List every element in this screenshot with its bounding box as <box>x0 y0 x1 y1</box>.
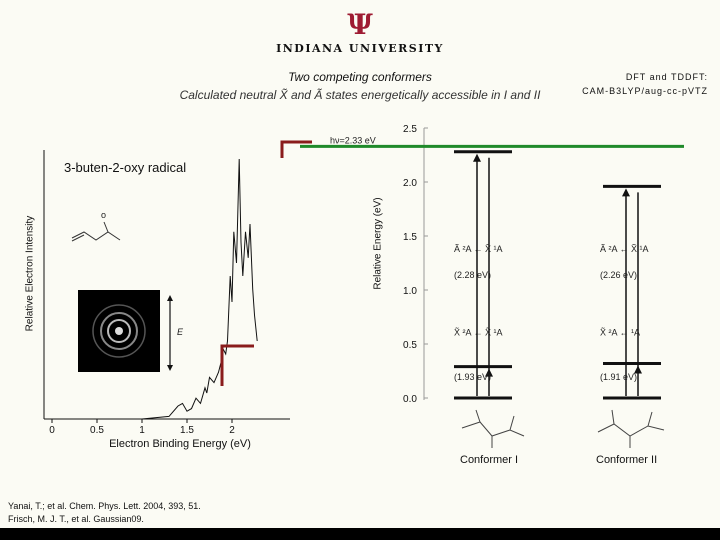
transition-label-x: X̃ ²A ← ¹A <box>600 327 641 338</box>
references <box>8 500 201 526</box>
energy-tick-label: 2.5 <box>403 124 417 135</box>
bracket-top <box>282 142 312 158</box>
transition-value-a: (2.26 eV) <box>600 270 638 280</box>
spectrum-tick-label: 0 <box>49 425 55 436</box>
energy-tick-label: 1.5 <box>403 232 417 243</box>
conformer-one-label: Conformer I <box>460 454 519 466</box>
transition-label-a: Ã ²A ← X̃ ¹A <box>600 244 649 255</box>
energy-levels <box>454 152 661 398</box>
conformer-one-structure-icon <box>462 410 524 448</box>
photon-energy-label: hν=2.33 eV <box>330 135 376 146</box>
transition-value-x: (1.93 eV) <box>454 371 492 382</box>
transition-value-a: (2.28 eV) <box>454 270 492 280</box>
conformer-two-structure-icon <box>598 410 664 448</box>
reference-frisch: Frisch, M. J. T., et al. Gaussian09. <box>8 514 144 524</box>
spectrum-tick-label: 1 <box>139 425 145 436</box>
spectrum-tick-label: 2 <box>229 425 235 436</box>
spectrum-x-label: Electron Binding Energy (eV) <box>109 438 251 450</box>
energy-tick-label: 2.0 <box>403 178 417 189</box>
radical-structure-icon <box>72 222 120 241</box>
footer-bar <box>0 528 720 540</box>
transition-label-x: X̃ ²A ← X̃ ¹A <box>454 327 503 338</box>
radical-oxygen-label: o <box>101 210 107 220</box>
photoelectron-rings <box>93 305 145 357</box>
energy-tick-label: 0.0 <box>403 394 417 405</box>
spectrum-tick-label: 0.5 <box>90 425 104 436</box>
image-axis-label: E <box>177 327 184 337</box>
transition-label-a: Ã ²A ← X̃ ¹A <box>454 244 503 255</box>
iu-trident-logo-icon: Ψ <box>347 8 373 41</box>
spectrum-y-label: Relative Electron Intensity <box>24 215 36 332</box>
spectrum-trace <box>52 159 257 419</box>
radical-label: 3-buten-2-oxy radical <box>64 160 187 175</box>
spectrum-x-ticks <box>49 419 235 436</box>
university-name: INDIANA UNIVERSITY <box>276 42 444 55</box>
arrow-head <box>622 188 630 196</box>
bracket-bottom <box>222 346 254 386</box>
method-line1: DFT and TDDFT: <box>625 72 708 82</box>
arrow-head <box>473 154 481 162</box>
method-line2: CAM-B3LYP/aug-cc-pVTZ <box>582 86 708 96</box>
slide-subtitle: Two competing conformers <box>288 70 432 84</box>
spectrum-tick-label: 1.5 <box>180 425 194 436</box>
transition-value-x: (1.91 eV) <box>600 371 638 382</box>
conformer-two-label: Conformer II <box>596 454 658 466</box>
reference-yanai: Yanai, T.; et al. Chem. Phys. Lett. 2004, 393, 51. <box>8 501 201 511</box>
energy-y-label: Relative Energy (eV) <box>372 197 384 290</box>
slide-title: Calculated neutral X̃ and Ã states energetically accessible in I and II <box>179 88 541 102</box>
energy-tick-label: 0.5 <box>403 340 417 351</box>
energy-tick-label: 1.0 <box>403 286 417 297</box>
